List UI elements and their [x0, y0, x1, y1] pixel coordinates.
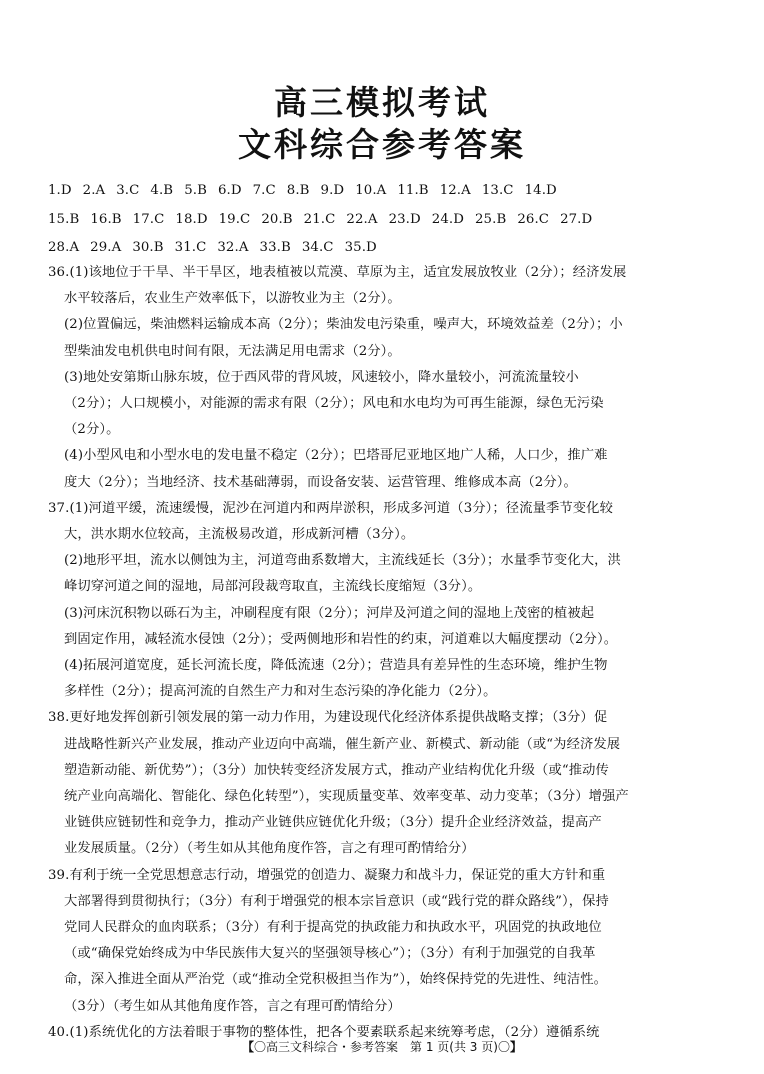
footer-left-bracket: 【 [242, 1040, 255, 1054]
text-line: 多样性（2分）；提高河流的自然生产力和对生态污染的净化能力（2分）。 [64, 684, 497, 700]
answer-item: 24.D [431, 212, 464, 227]
text-line: 36.(1)该地位于干旱、半干旱区，地表植被以荒漠、草原为主，适宜发展放牧业（2分）；经济发展 [48, 265, 627, 280]
page-footer [0, 1039, 764, 1055]
answer-item: 13.C [481, 183, 514, 198]
text-line: (2)位置偏远，柴油燃料运输成本高（2分）；柴油发电污染重，噪声大，环境效益差（2分）；小 [64, 317, 623, 333]
footer-text: 〇高三文科综合・参考答案 第 1 页(共 3 页)〇 [254, 1040, 510, 1054]
answer-item: 19.C [218, 212, 251, 227]
answer-item: 35.D [344, 240, 377, 255]
text-line: （或“确保党始终成为中华民族伟大复兴的坚强领导核心”）；（3分）有利于加强党的自我革 [64, 946, 596, 962]
text-line: 统产业向高端化、智能化、绿色化转型”），实现质量变革、效率变革、动力变革；（3分）增强产 [64, 789, 629, 804]
text-line: 水平较落后，农业生产效率低下，以游牧业为主（2分）。 [64, 291, 401, 307]
text-line: （2分）；人口规模小，对能源的需求有限（2分）；风电和水电均为可再生能源，绿色无污染 [64, 396, 604, 411]
text-line: 38.更好地发挥创新引领发展的第一动力作用，为建设现代化经济体系提供战略支撑；（3分）促 [48, 710, 608, 726]
text-line: 峰切穿河道之间的湿地，局部河段裁弯取直，主流线长度缩短（3分）。 [64, 579, 482, 595]
answer-item: 4.B [150, 183, 174, 198]
page-title: 高三模拟考试 [274, 83, 490, 122]
text-line: 37.(1)河道平缓，流速缓慢，泥沙在河道内和两岸淤积，形成多河道（3分）；径流量季节变化较 [48, 500, 613, 516]
answer-item: 1.D [48, 183, 72, 198]
answer-item: 21.C [303, 212, 336, 227]
text-line: （3分）（考生如从其他角度作答，言之有理可酌情给分） [64, 998, 401, 1014]
answer-item: 29.A [90, 240, 122, 255]
text-line: 大，洪水期水位较高，主流极易改道，形成新河槽（3分）。 [64, 527, 415, 542]
answer-item: 11.B [397, 183, 429, 198]
text-line: 塑造新动能、新优势”）；（3分）加快转变经济发展方式，推动产业结构优化升级（或“推动传 [64, 762, 609, 778]
answer-item: 26.C [517, 212, 550, 227]
answer-item: 27.D [560, 212, 593, 227]
text-line: （2分）。 [64, 422, 120, 438]
answer-row [48, 239, 718, 256]
answer-row [48, 182, 718, 199]
text-line: 进战略性新兴产业发展，推动产业迈向中高端，催生新产业、新模式、新动能（或“为经济发展 [64, 736, 621, 752]
page-subtitle: 文科综合参考答案 [238, 125, 526, 164]
answer-row [48, 211, 718, 228]
answer-item: 18.D [175, 212, 208, 227]
answer-item: 12.A [439, 183, 471, 198]
text-line: 39.有利于统一全党思想意志行动，增强党的创造力、凝聚力和战斗力，保证党的重大方针和重 [48, 867, 606, 883]
answer-item: 7.C [252, 183, 276, 198]
text-line: (3)地处安第斯山脉东坡，位于西风带的背风坡，风速较小，降水量较小，河流流量较小 [64, 369, 579, 385]
answer-item: 8.B [286, 183, 310, 198]
answer-item: 5.B [184, 183, 207, 198]
answer-item: 31.C [174, 240, 207, 255]
answer-item: 3.C [116, 183, 140, 198]
answer-item: 16.B [90, 212, 122, 227]
text-line: (3)河床沉积物以砾石为主，冲刷程度有限（2分）；河岸及河道之间的湿地上茂密的植被起 [64, 605, 595, 621]
answer-item: 25.B [475, 212, 507, 227]
answer-item: 23.D [388, 212, 421, 227]
answer-item: 34.C [301, 240, 334, 255]
text-line: 40.(1)系统优化的方法着眼于事物的整体性，把各个要素联系起来统筹考虑，（2分）遵循系统 [48, 1024, 600, 1040]
answer-item: 32.A [217, 240, 249, 255]
text-line: 业发展质量。（2分）（考生如从其他角度作答，言之有理可酌情给分） [64, 841, 475, 857]
answer-item: 14.D [524, 183, 557, 198]
footer-right-bracket: 】 [509, 1040, 522, 1054]
text-line: 型柴油发电机供电时间有限，无法满足用电需求（2分）。 [64, 343, 401, 359]
text-line: 业链供应链韧性和竞争力，推动产业链供应链优化升级；（3分）提升企业经济效益，提高产 [64, 815, 602, 831]
answer-item: 2.A [82, 183, 106, 198]
answer-item: 9.D [320, 183, 345, 198]
answer-item: 10.A [355, 183, 387, 198]
answer-item: 28.A [48, 240, 80, 255]
text-line: 大部署得到贯彻执行；（3分）有利于增强党的根本宗旨意识（或“践行党的群众路线”），保持 [64, 893, 609, 909]
text-line: (4)拓展河道宽度，延长河流长度，降低流速（2分）；营造具有差异性的生态环境，维护生物 [64, 658, 608, 673]
text-line: 党同人民群众的血肉联系；（3分）有利于提高党的执政能力和执政水平，巩固党的执政地位 [64, 920, 602, 935]
text-line: 度大（2分）；当地经济、技术基础薄弱，而设备安装、运营管理、维修成本高（2分）。 [64, 474, 577, 490]
answer-item: 6.D [217, 183, 242, 198]
text-line: (2)地形平坦，流水以侧蚀为主，河道弯曲系数增大，主流线延长（3分）；水量季节变化大，洪 [64, 553, 621, 569]
text-line: 命，深入推进全面从严治党（或“推动全党积极担当作为”），始终保持党的先进性、纯洁性。 [64, 972, 608, 988]
answer-item: 22.A [346, 212, 378, 227]
answer-item: 17.C [132, 212, 165, 227]
answer-item: 15.B [48, 212, 80, 227]
answer-item: 33.B [259, 240, 291, 255]
answer-item: 20.B [261, 212, 293, 227]
text-line: (4)小型风电和小型水电的发电量不稳定（2分）；巴塔哥尼亚地区地广人稀，人口少，推广难 [64, 448, 608, 464]
text-line: 到固定作用，减轻流水侵蚀（2分）；受两侧地形和岩性的约束，河道难以大幅度摆动（2分）。 [64, 631, 618, 647]
answer-item: 30.B [132, 240, 164, 255]
